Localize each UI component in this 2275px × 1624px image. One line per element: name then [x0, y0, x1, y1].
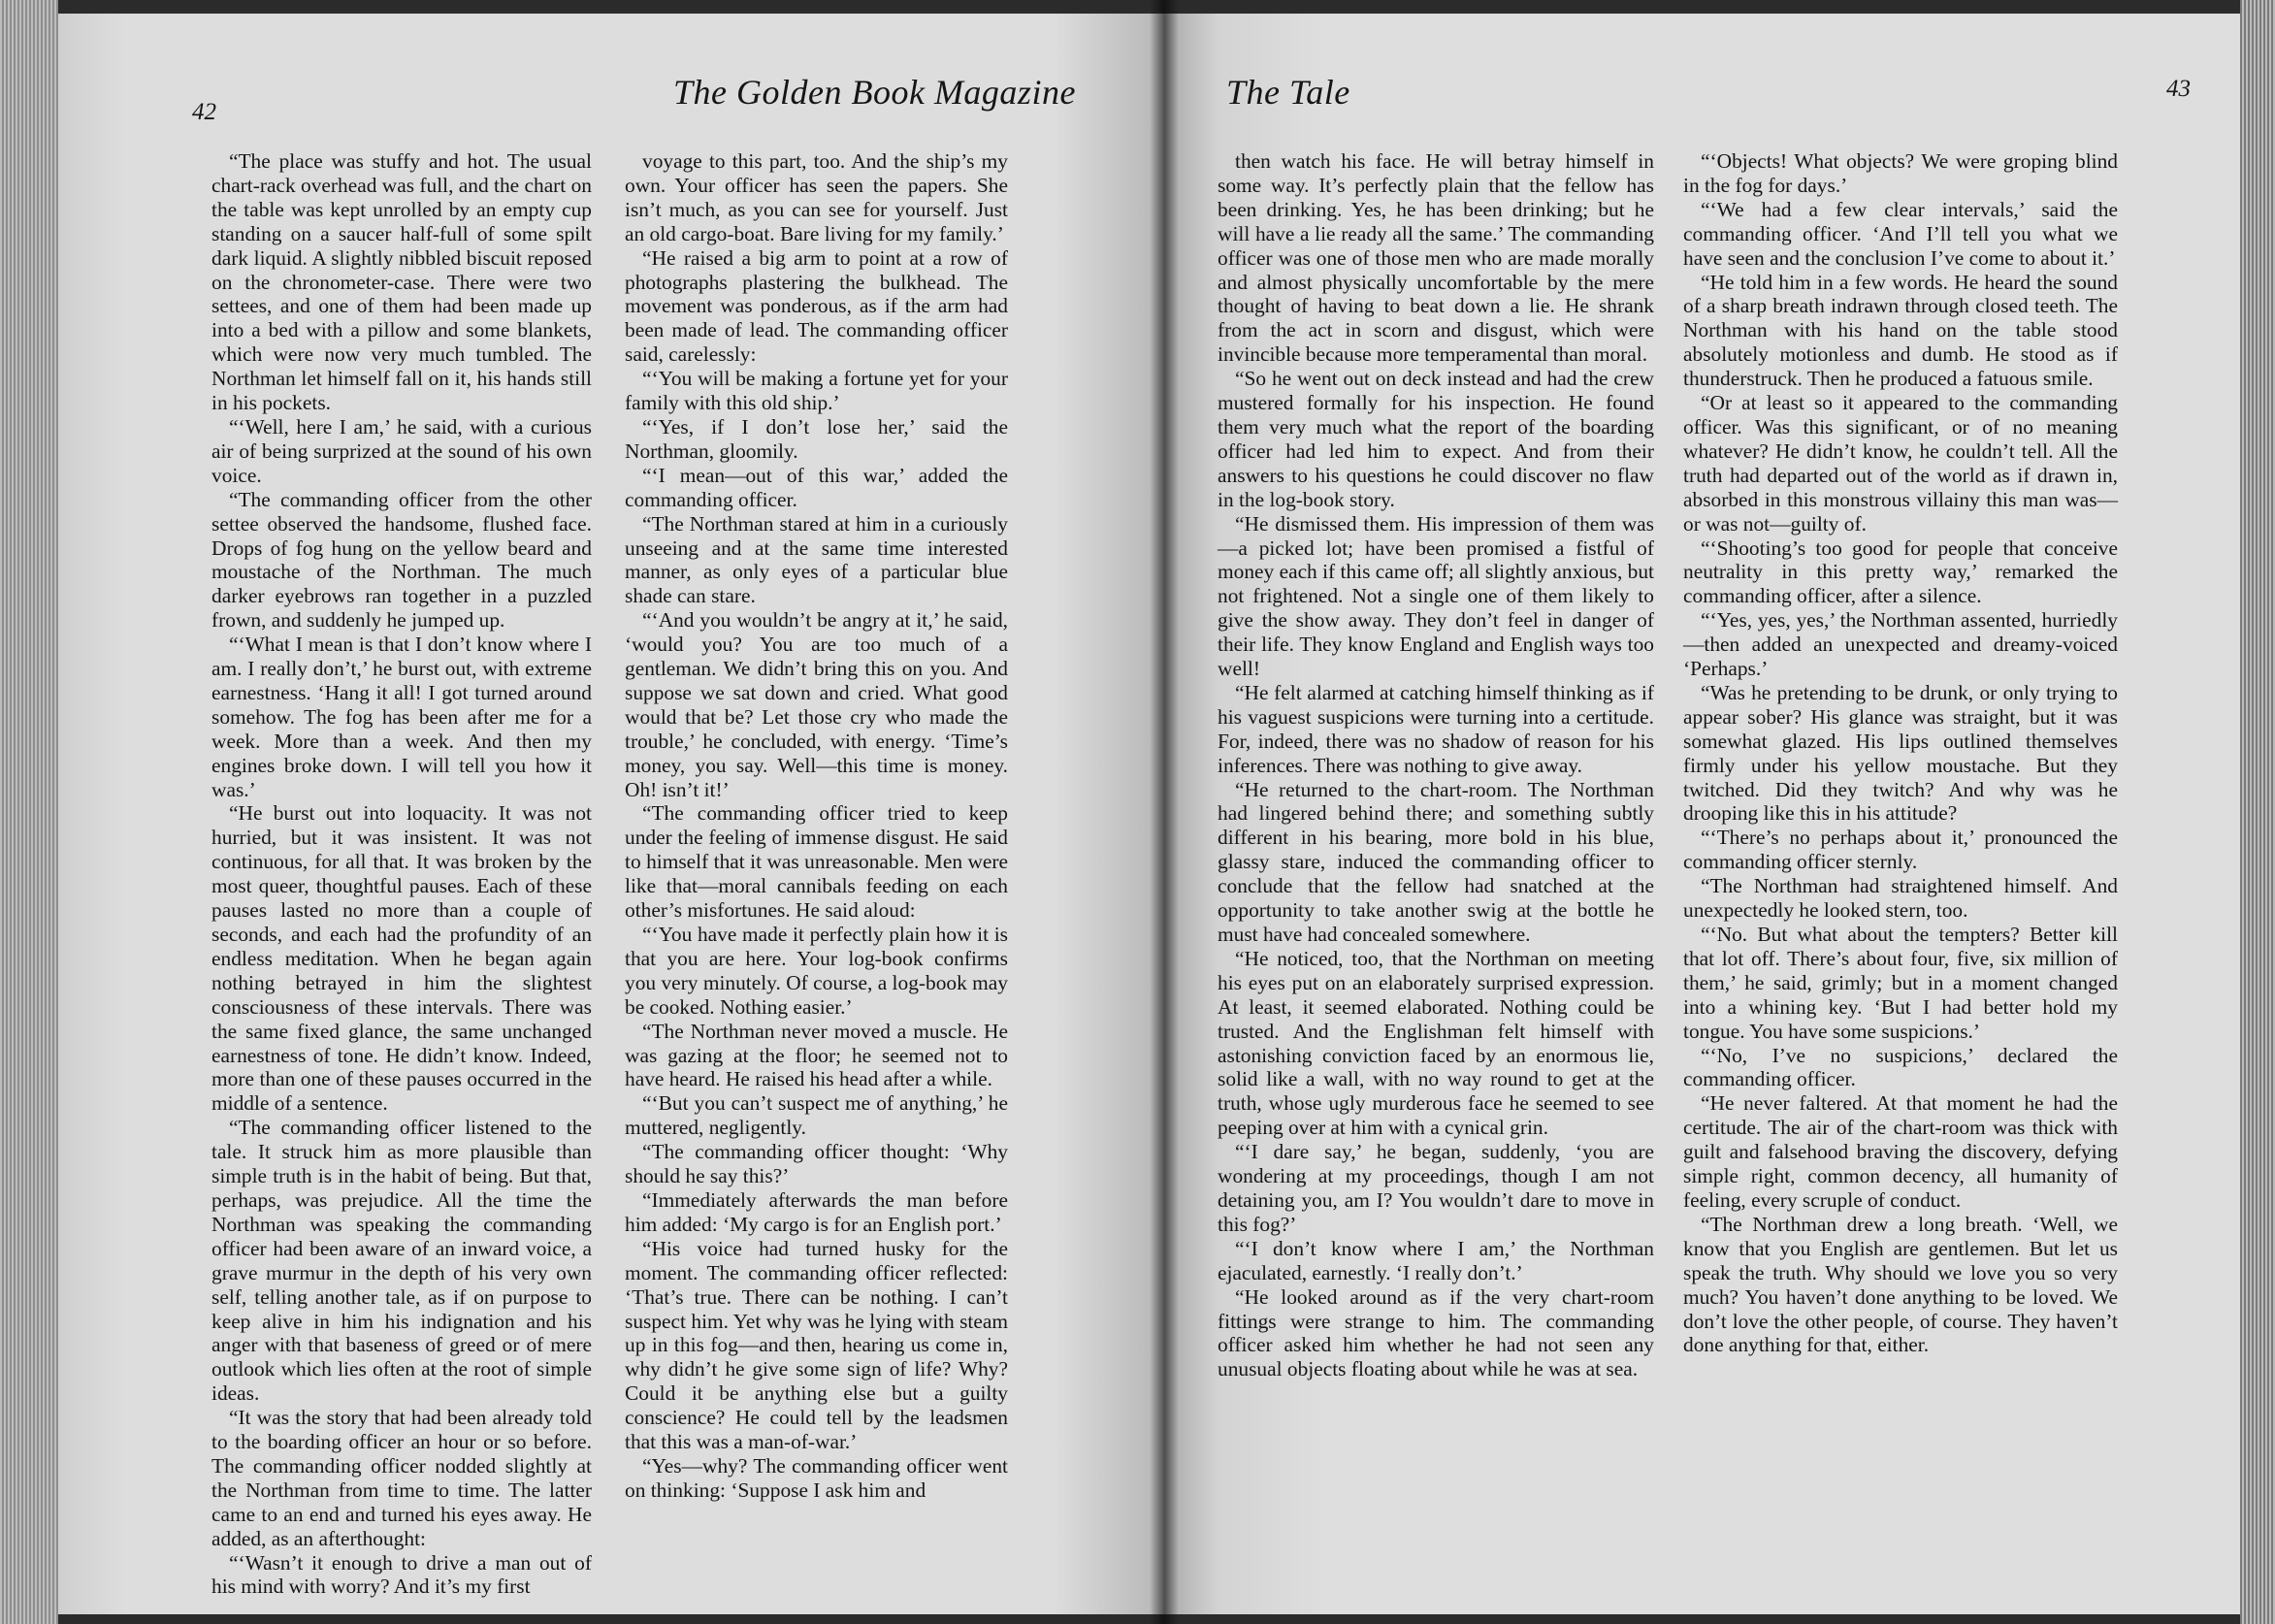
paragraph: “The place was stuffy and hot. The usual chart-rack overhead was full, and the chart on the table was kept unrolled by an empty cup standing on a saucer half-full of some spilt dark liquid. A slightly nibbled biscuit reposed on the chronometer-case. There were two settees, and one of them had been made up into a bed with a pillow and some blankets, which were now very much tumbled. The Northman let himself fall on it, his hands still in his pockets. [211, 149, 592, 415]
paragraph: “He told him in a few words. He heard the sound of a sharp breath indrawn through closed teeth. The Northman with his hand on the table stood absolutely motionless and dumb. He stood as if thunderstruck. Then he produced a fatuous smile. [1683, 270, 2118, 391]
paragraph: “‘Shooting’s too good for people that conceive neutrality in this pretty way,’ remarked the commanding officer, after a silence. [1683, 536, 2118, 608]
paragraph: “‘No. But what about the tempters? Better kill that lot off. There’s about four, five, six million of them,’ he said, grimly; but in a moment changed into a whining key. ‘But I had better hold my tongue. You have some suspicions.’ [1683, 923, 2118, 1043]
paragraph: then watch his face. He will betray himself in some way. It’s perfectly plain that the fellow has been drinking. Yes, he has been drinking; but he will have a lie ready all the same.’ The commanding officer was one of those men who are made morally and almost physically uncomfortable by the mere thought of having to beat down a lie. He shrank from the act in scorn and disgust, which were invincible because more temperamental than moral. [1218, 149, 1654, 367]
paragraph: “‘You will be making a fortune yet for your family with this old ship.’ [625, 367, 1008, 415]
paragraph: “Immediately afterwards the man before him added: ‘My cargo is for an English port.’ [625, 1187, 1008, 1236]
paragraph: “‘I mean—out of this war,’ added the commanding officer. [625, 463, 1008, 511]
paragraph: “‘We had a few clear intervals,’ said the commanding officer. ‘And I’ll tell you what we have seen and the conclusion I’ve come to about it.’ [1683, 197, 2118, 270]
paragraph: “‘But you can’t suspect me of anything,’ he muttered, negligently. [625, 1091, 1008, 1140]
paragraph: “‘Wasn’t it enough to drive a man out of his mind with worry? And it’s my first [211, 1550, 592, 1599]
running-head: The Tale [1226, 73, 1350, 112]
text-column-right [1683, 149, 2118, 1357]
paragraph: “The Northman had straightened himself. And unexpectedly he looked stern, too. [1683, 874, 2118, 923]
paragraph: “‘Well, here I am,’ he said, with a curious air of being surprized at the sound of his own voice. [211, 414, 592, 487]
paragraph: “‘What I mean is that I don’t know where I am. I really don’t,’ he burst out, with extreme earnestness. ‘Hang it all! I got turned around somehow. The fog has been after me for a week. More than a week. And then my engines broke down. I will tell you how it was.’ [211, 633, 592, 801]
paragraph: “He looked around as if the very chart-room fittings were strange to him. The commanding officer asked him whether he had not seen any unusual objects floating about while he was at sea. [1218, 1284, 1654, 1381]
paragraph: “Or at least so it appeared to the commanding officer. Was this significant, or of no meaning whatever? He didn’t know, he couldn’t tell. All the truth had departed out of the world as if drawn in, absorbed in this monstrous villainy this man was—or was not—guilty of. [1683, 391, 2118, 536]
page-number: 43 [2166, 76, 2191, 102]
paragraph: “The commanding officer tried to keep under the feeling of immense disgust. He said to himself that it was unreasonable. Men were like that—moral cannibals feeding on each other’s misfortunes. He said aloud: [625, 801, 1008, 923]
book-page-edges-left [0, 0, 58, 1624]
paragraph: “He raised a big arm to point at a row of photographs plastering the bulkhead. The movement was ponderous, as if the arm had been made of lead. The commanding officer said, carelessly: [625, 245, 1008, 367]
book-page-edges-right [2240, 0, 2275, 1624]
paragraph: “It was the story that had been already told to the boarding officer an hour or so before. The commanding officer nodded slightly at the Northman from time to time. The latter came to an end and turned his eyes away. He added, as an afterthought: [211, 1406, 592, 1550]
paragraph: “He never faltered. At that moment he had the certitude. The air of the chart-room was thick with guilt and falsehood braving the discovery, defying simple right, common decency, all humanity of feeling, every scruple of conduct. [1683, 1091, 2118, 1212]
paragraph: “‘Yes, if I don’t lose her,’ said the Northman, gloomily. [625, 414, 1008, 463]
paragraph: “Was he pretending to be drunk, or only trying to appear sober? His glance was straight, but it was somewhat glazed. His lips outlined themselves firmly under his yellow moustache. But they twitched. Did they twitch? And why was he drooping like this in his attitude? [1683, 680, 2118, 826]
left-page [58, 14, 1164, 1614]
paragraph: “‘Yes, yes, yes,’ the Northman assented, hurriedly—then added an unexpected and dreamy-voiced ‘Perhaps.’ [1683, 608, 2118, 681]
paragraph: “He burst out into loquacity. It was not hurried, but it was insistent. It was not continuous, for all that. It was broken by the most queer, thoughtful pauses. Each of these pauses lasted no more than a couple of seconds, and each had the profundity of an endless meditation. When he began again nothing betrayed in him the slightest consciousness of these intervals. There was the same fixed glance, the same unchanged earnestness of tone. He didn’t know. Indeed, more than one of these pauses occurred in the middle of a sentence. [211, 801, 592, 1116]
paragraph: “He returned to the chart-room. The Northman had lingered behind there; and something subtly different in his bearing, more bold in his blue, glassy stare, induced the commanding officer to conclude that the fellow had snatched at the opportunity to take another swig at the bottle he must have had concealed somewhere. [1218, 777, 1654, 946]
paragraph: “The commanding officer from the other settee observed the handsome, flushed face. Drops of fog hung on the yellow beard and moustache of the Northman. The much darker eyebrows ran together in a puzzled frown, and suddenly he jumped up. [211, 487, 592, 633]
text-column-right [625, 149, 1008, 1503]
paragraph: “He dismissed them. His impression of them was—a picked lot; have been promised a fistful of money each if this came off; all slightly anxious, but not frightened. Not a single one of them likely to give the show away. They don’t feel in danger of their life. They know England and English ways too well! [1218, 511, 1654, 681]
paragraph: “‘There’s no perhaps about it,’ pronounced the commanding officer sternly. [1683, 826, 2118, 874]
paragraph: “The Northman stared at him in a curiously unseeing and at the same time interested manner, as only eyes of a particular blue shade can stare. [625, 511, 1008, 608]
paragraph: “The commanding officer thought: ‘Why should he say this?’ [625, 1140, 1008, 1188]
paragraph: “‘Objects! What objects? We were groping blind in the fog for days.’ [1683, 149, 2118, 197]
page-number: 42 [192, 99, 216, 125]
paragraph: “The Northman never moved a muscle. He was gazing at the floor; he seemed not to have heard. He raised his head after a while. [625, 1019, 1008, 1091]
running-head: The Golden Book Magazine [673, 73, 1076, 112]
paragraph: “His voice had turned husky for the moment. The commanding officer reflected: ‘That’s true. There can be nothing. I can’t suspect him. Yet why was he lying with steam up in this fog—and then, hearing us come in, why didn’t he give some sign of life? Why? Could it be anything else but a guilty conscience? He could tell by the leadsmen that this was a man-of-war.’ [625, 1236, 1008, 1454]
paragraph: “So he went out on deck instead and had the crew mustered formally for his inspection. He found them very much what the report of the boarding officer had led him to expect. And from their answers to his questions he could discover no flaw in the log-book story. [1218, 367, 1654, 511]
paragraph: “The Northman drew a long breath. ‘Well, we know that you English are gentlemen. But let us speak the truth. Why should we love you so very much? You haven’t done anything to be loved. We don’t love the other people, of course. They haven’t done anything for that, either. [1683, 1212, 2118, 1357]
paragraph: “‘I dare say,’ he began, suddenly, ‘you are wondering at my proceedings, though I am not detaining you, am I? You wouldn’t dare to move in this fog?’ [1218, 1140, 1654, 1236]
right-page [1164, 14, 2240, 1614]
paragraph: “Yes—why? The commanding officer went on thinking: ‘Suppose I ask him and [625, 1453, 1008, 1502]
text-column-left [211, 149, 592, 1599]
paragraph: “He noticed, too, that the Northman on meeting his eyes put on an elaborately surprised expression. At least, it seemed elaborated. Nothing could be trusted. And the Englishman felt himself with astonishing conviction faced by an enormous lie, solid like a wall, with no way round to get at the truth, whose ugly murderous face he seemed to see peeping over at him with a cynical grin. [1218, 946, 1654, 1140]
paragraph: “‘You have made it perfectly plain how it is that you are here. Your log-book confirms you very minutely. Of course, a log-book may be cooked. Nothing easier.’ [625, 923, 1008, 1019]
book-gutter-shadow [1150, 0, 1179, 1624]
paragraph: “‘No, I’ve no suspicions,’ declared the commanding officer. [1683, 1043, 2118, 1091]
paragraph: voyage to this part, too. And the ship’s my own. Your officer has seen the papers. She isn’t much, as you can see for yourself. Just an old cargo-boat. Bare living for my family.’ [625, 149, 1008, 245]
paragraph: “The commanding officer listened to the tale. It struck him as more plausible than simple truth is in the habit of being. But that, perhaps, was prejudice. All the time the Northman was speaking the commanding officer had been aware of an inward voice, a grave murmur in the depth of his very own self, telling another tale, as if on purpose to keep alive in him his indignation and his anger with that baseness of greed or of mere outlook which lies often at the root of simple ideas. [211, 1116, 592, 1406]
paragraph: “‘And you wouldn’t be angry at it,’ he said, ‘would you? You are too much of a gentleman. We didn’t bring this on you. And suppose we sat down and cried. What good would that be? Let those cry who made the trouble,’ he concluded, with energy. ‘Time’s money, you say. Well—this time is money. Oh! isn’t it!’ [625, 608, 1008, 801]
paragraph: “‘I don’t know where I am,’ the Northman ejaculated, earnestly. ‘I really don’t.’ [1218, 1236, 1654, 1284]
paragraph: “He felt alarmed at catching himself thinking as if his vaguest suspicions were turning into a certitude. For, indeed, there was no shadow of reason for his inferences. There was nothing to give away. [1218, 680, 1654, 777]
text-column-left [1218, 149, 1654, 1381]
